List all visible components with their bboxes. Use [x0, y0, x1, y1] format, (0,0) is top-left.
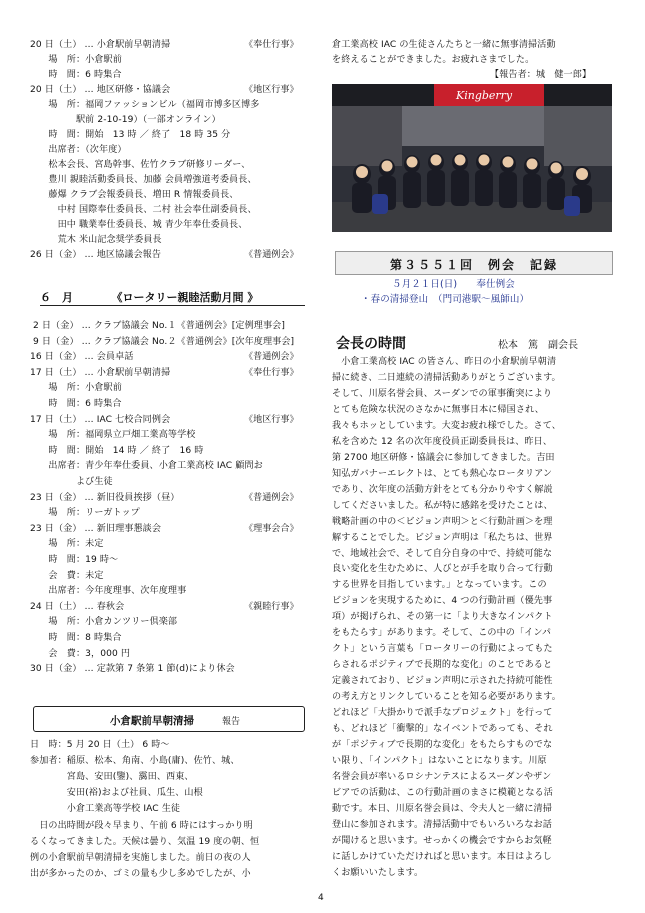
report-continuation-line: 倉工業高校 IAC の生徒さんたちと一緒に無事清掃活動 — [332, 40, 556, 50]
page-number: 4 — [318, 893, 324, 903]
speech-line: 名誉会員が率いるロシナンテスによるスーダンやザン — [332, 771, 552, 782]
speech-line: 小倉工業高校 IAC の皆さん、昨日の小倉駅前早朝清 — [332, 357, 557, 367]
group-photo-illustration — [332, 84, 612, 232]
schedule-line: 23 日（金） … 新旧役員挨拶（昼） — [30, 492, 180, 503]
schedule-line: 小倉工業高等学校 IAC 生徒 — [30, 804, 181, 815]
report-continuation-line: を終えることができました。お疲れさまでした。 — [332, 55, 535, 65]
speech-line: が聞けると思います。せっかくの機会ですからお気軽 — [332, 835, 552, 846]
speech-line: が「ポジティブで長期的な変化」をもたらすものでな — [332, 740, 553, 751]
speech-line: 良い変化を生むために、人びとが手を取り合って行動 — [332, 564, 553, 575]
schedule-line: 9 日（金） … クラブ協議会 No.２《普通例会》[次年度理事会] — [30, 336, 295, 347]
schedule-line: 20 日（土） … 小倉駅前早朝清掃 — [30, 40, 171, 50]
speech-line: 掃に続き、二日連続の清掃活動ありがとうございます。 — [332, 372, 561, 383]
schedule-line: 宮島、安田(鑒)、靄田、西東、 — [30, 772, 194, 783]
schedule-line: 26 日（金） … 地区協議会報告 — [30, 250, 162, 260]
schedule-line: 例の小倉駅前早朝清掃を実施しました。前日の夜の人 — [30, 852, 251, 863]
speech-line: 定義されており、ビジョン声明に示された持続可能性 — [332, 676, 553, 687]
schedule-line: 時 間：19 時～ — [30, 555, 119, 565]
schedule-category-tag: 《普通例会》 — [244, 352, 299, 363]
schedule-line: 30 日（金） … 定款第 7 条第 1 節(d)により休会 — [30, 664, 235, 675]
president-speaker-name: 松本 篤 副会長 — [498, 340, 578, 351]
schedule-line: 17 日（土） … IAC 七校合同例会 — [30, 414, 171, 425]
speech-line: くお願いいたします。 — [332, 867, 424, 878]
speech-line: をもたらす」があります。そして、この中の「インパ — [332, 628, 552, 639]
speech-line: 知弘ガバナーエレクトは、とても熱心なロータリアン — [332, 468, 553, 479]
speech-line: 第 2700 地区研修・協議会に参加してきました。吉田 — [332, 452, 555, 463]
schedule-line: 会 費：3，000 円 — [30, 648, 131, 659]
schedule-line: 時 間：6 時集合 — [30, 70, 122, 80]
schedule-line: 中村 国際奉仕委員長、二村 社会奉仕副委員長、 — [30, 205, 257, 215]
schedule-line: 出が多かったのか、ゴミの量も少し多めでしたが、小 — [30, 868, 251, 879]
speech-line: クト」という言葉も「ロータリーの行動によってもた — [332, 644, 553, 655]
reporter-credit: 【報告者：城 健一郎】 — [490, 70, 592, 80]
speech-line: らされるポジティブで長期的な変化」のことであると — [332, 660, 553, 671]
speech-line: ビジョンを実現するために、4 つの行動計画（優先事 — [332, 596, 553, 607]
schedule-line: よび生徒 — [30, 477, 113, 487]
speech-line: 項）が掲げられ、その第一に「より大きなインパクト — [332, 612, 553, 623]
speech-line: 私を含めた 12 名の次年度役員正副委員長は、昨日、 — [332, 436, 553, 447]
schedule-category-tag: 《地区行事》 — [244, 85, 299, 95]
schedule-line: 田中 職業奉仕委員長、城 青少年奉仕委員長、 — [30, 220, 248, 230]
group-photo — [332, 84, 612, 232]
report-title-suffix: 報告 — [222, 717, 241, 727]
speech-line: してくださいました。私が特に感銘を受けたことは、 — [332, 500, 553, 511]
report-title-box — [33, 706, 305, 732]
schedule-line: 松本会長、宮島幹事、佐竹クラブ研修リーダー、 — [30, 160, 251, 170]
schedule-line: 日の出時間が段々早まり、午前 6 時にはすっかり明 — [30, 820, 253, 831]
schedule-category-tag: 《理事会合》 — [244, 523, 299, 534]
schedule-line: 安田(裕)および社員、瓜生、山根 — [30, 788, 203, 799]
meeting-event: ・春の清掃登山 （門司港駅～風師山） — [361, 294, 530, 305]
meeting-title: 第３５５１回 例会 記録 — [389, 258, 558, 272]
schedule-line: るくなってきました。天候は曇り、気温 19 度の朝、恒 — [30, 836, 260, 847]
schedule-line: 場 所：小倉駅前 — [30, 55, 122, 65]
speech-line: 動です。本日、川原名誉会員は、令夫人と一緒に清掃 — [332, 803, 552, 814]
speech-line: も、どれほど「衝撃的」なイベントであっても、それ — [332, 724, 553, 735]
schedule-line: 時 間：開始 13 時 ／ 終了 18 時 35 分 — [30, 130, 231, 140]
schedule-line: 参加者：稲原、松本、角南、小島(庸)、佐竹、城、 — [30, 756, 240, 767]
schedule-category-tag: 《普通例会》 — [244, 492, 299, 503]
speech-line: 登山に参加されます。清掃活動中でもいろいろなお話 — [332, 819, 552, 830]
schedule-line: 時 間：6 時集合 — [30, 399, 122, 409]
schedule-line: 20 日（土） … 地区研修・協議会 — [30, 85, 171, 95]
report-title: 小倉駅前早朝清掃 — [110, 715, 194, 727]
schedule-line: 出席者：（次年度） — [30, 145, 127, 155]
schedule-line: 駅前 2-10-19）（一部オンライン） — [30, 115, 221, 125]
schedule-line: 場 所：福岡県立戸畑工業高等学校 — [30, 430, 196, 441]
schedule-line: 出席者：青少年奉仕委員、小倉工業高校 IAC 顧問お — [30, 461, 263, 472]
speech-line: 我々もホッとしています。大変お疲れ様でした。さて、 — [332, 420, 561, 431]
speech-line: する世界を目指しています。」となっています。この — [332, 580, 547, 591]
schedule-category-tag: 《奉仕行事》 — [244, 40, 299, 50]
schedule-category-tag: 《地区行事》 — [244, 414, 299, 425]
schedule-line: 23 日（金） … 新旧理事懇談会 — [30, 523, 162, 534]
schedule-line: 時 間：開始 14 時 ／ 終了 16 時 — [30, 445, 204, 456]
schedule-line: 16 日（金） … 会員卓話 — [30, 352, 134, 363]
schedule-line: 場 所：小倉カンツリー倶楽部 — [30, 617, 178, 628]
schedule-line: 藤爆 クラブ会報委員長、増田 R 情報委員長、 — [30, 190, 239, 200]
president-time-heading: 会長の時間 — [336, 336, 406, 352]
speech-line: に話しかけていただければと思います。本日はよろし — [332, 851, 552, 862]
schedule-category-tag: 《普通例会》 — [244, 250, 299, 260]
schedule-line: 時 間：8 時集合 — [30, 633, 122, 643]
speech-line: で、地域社会で、そして自分自身の中で、持続可能な — [332, 548, 553, 559]
speech-line: 解することでした。ビジョン声明は「私たちは、世界 — [332, 532, 553, 543]
schedule-line: 場 所：小倉駅前 — [30, 383, 122, 394]
schedule-category-tag: 《親睦行事》 — [244, 601, 299, 612]
june-section-heading: ６ 月 《ロータリー親睦活動月間 》 — [40, 291, 259, 304]
speech-line: い限り、「インパクト」はないことになります。川原 — [332, 756, 547, 766]
schedule-line: 24 日（土） … 春秋会 — [30, 601, 125, 612]
speech-line: どれほど「大掛かりで派手なプロジェクト」を行って — [332, 708, 553, 719]
speech-line: の考え方とリンクしていることを知る必要があります。 — [332, 692, 561, 703]
speech-line: 戦略計画の中の＜ビジョン声明＞と＜行動計画＞を理 — [332, 516, 553, 527]
speech-line: とても危険な状況のさなかに無事日本に帰国され、 — [332, 404, 545, 415]
speech-line: そして、川原名誉会員、スーダンでの軍事衝突により — [332, 388, 553, 399]
june-heading-underline — [40, 305, 305, 306]
store-sign-text: Kingberry — [456, 89, 513, 102]
schedule-line: 場 所：福岡ファッションビル（福岡市博多区博多 — [30, 100, 260, 110]
schedule-line: 会 費：未定 — [30, 570, 104, 581]
schedule-line: 2 日（金） … クラブ協議会 No.１《普通例会》[定例理事会] — [30, 321, 285, 331]
schedule-line: 場 所：未定 — [30, 539, 104, 550]
schedule-line: 場 所：リーガトップ — [30, 508, 140, 519]
meeting-title-banner — [335, 251, 613, 275]
schedule-line: 荒木 米山記念奨学委員長 — [30, 235, 162, 245]
schedule-line: 日 時：5 月 20 日（土） 6 時～ — [30, 740, 170, 750]
schedule-line: 豊川 親睦活動委員長、加藤 会員増強道考委員長、 — [30, 175, 257, 185]
meeting-date: ５月２１日(日) 奉仕例会 — [392, 279, 515, 290]
schedule-category-tag: 《奉仕行事》 — [244, 367, 299, 378]
speech-line: ビアでの活動は、この行動計画のまさに模範となる活 — [332, 787, 553, 798]
schedule-line: 出席者：今年度理事、次年度理事 — [30, 586, 187, 597]
speech-line: であり、次年度の活動方針をとても分かりやすく解説 — [332, 484, 553, 495]
schedule-line: 17 日（土） … 小倉駅前早朝清掃 — [30, 367, 171, 378]
